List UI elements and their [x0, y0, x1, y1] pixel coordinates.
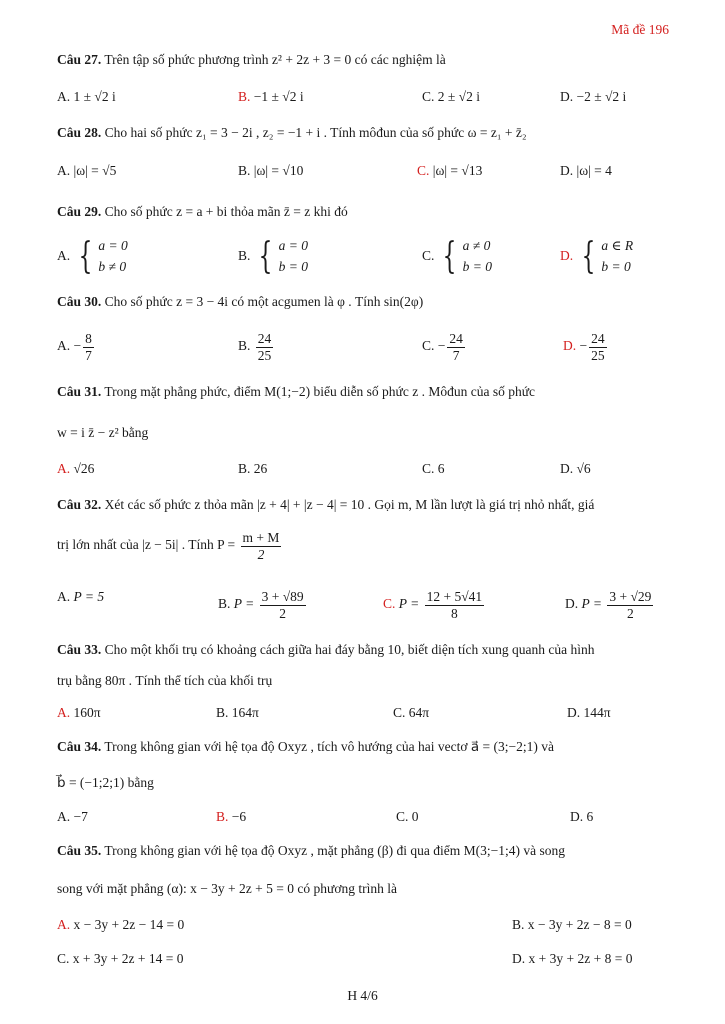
question-35: [57, 843, 565, 859]
option-label: C.: [422, 248, 438, 264]
option-label: B.: [238, 461, 254, 476]
page-number: H 4/6: [347, 988, 378, 1003]
fraction-den: 25: [257, 347, 272, 363]
answer-option[interactable]: [238, 163, 303, 179]
answer-option[interactable]: [417, 163, 482, 179]
exam-code: Mã đề 196: [611, 22, 669, 37]
option-label: B.: [512, 917, 528, 932]
fraction-den: 2: [257, 546, 265, 562]
question-33: [57, 642, 594, 658]
option-prefix: P =: [581, 596, 606, 612]
question-text: Trong mặt phẳng phức, điểm M(1;−2) biểu diễn số phức z . Môđun của số phức: [104, 384, 536, 399]
option-value: |ω| = √10: [253, 163, 304, 178]
fraction: [241, 530, 282, 562]
answer-option[interactable]: [57, 809, 88, 825]
option-value: 0: [411, 809, 419, 824]
question-34: [57, 739, 554, 755]
fraction-den: 2: [279, 605, 287, 621]
answer-option[interactable]: [238, 236, 308, 278]
system-row: b = 0: [601, 258, 631, 274]
fraction: [425, 589, 485, 621]
option-value: x − 3y + 2z − 14 = 0: [73, 917, 185, 932]
fraction-den: 7: [85, 347, 92, 363]
option-label: A.: [57, 705, 74, 720]
option-label: D.: [563, 338, 580, 354]
answer-option[interactable]: [57, 89, 116, 105]
answer-option[interactable]: [216, 705, 259, 721]
question-28: [57, 125, 527, 141]
option-value: 6: [437, 461, 445, 476]
answer-option[interactable]: [238, 461, 267, 477]
option-value: 6: [586, 809, 594, 824]
answer-option[interactable]: [512, 951, 632, 967]
option-label: C.: [422, 461, 438, 476]
equation-system: [74, 236, 128, 278]
fraction: [260, 589, 306, 621]
system-row: b = 0: [278, 258, 309, 274]
answer-option[interactable]: [422, 89, 480, 105]
brace-icon: {: [258, 235, 273, 277]
question-27: [57, 52, 446, 68]
answer-option[interactable]: [238, 331, 275, 363]
option-label: A.: [57, 163, 74, 178]
option-value: 26: [253, 461, 268, 476]
fraction-num: 24: [449, 331, 463, 346]
system-rows: [279, 236, 308, 278]
answer-option[interactable]: [218, 589, 308, 621]
option-label: B.: [238, 248, 254, 264]
option-value: 164π: [231, 705, 259, 720]
question-31-line2: w = i z̄ − z² bằng: [57, 425, 149, 440]
question-35-line2: song với mặt phẳng (α): x − 3y + 2z + 5 = 0 có phương trình là: [57, 881, 397, 896]
answer-option[interactable]: [422, 461, 445, 477]
question-number: Câu 30.: [57, 294, 102, 309]
answer-option[interactable]: [238, 89, 304, 105]
question-text: Trên tập số phức phương trình z² + 2z + 3 = 0 có các nghiệm là: [104, 52, 446, 67]
system-row: a ≠ 0: [462, 238, 491, 253]
system-row: a ∈ R: [601, 238, 634, 253]
option-label: D.: [570, 809, 587, 824]
option-value: 2 ± √2 i: [437, 89, 480, 104]
fraction-den: 25: [591, 347, 605, 363]
option-label: D.: [560, 163, 577, 178]
fraction-num: 12 + 5√41: [426, 589, 483, 604]
system-rows: [601, 236, 633, 278]
option-label: B.: [238, 163, 254, 178]
answer-option[interactable]: [560, 89, 626, 105]
answer-option[interactable]: [560, 461, 591, 477]
equation-system: [577, 236, 634, 278]
option-label: A.: [57, 809, 74, 824]
option-label: C.: [417, 163, 433, 178]
fraction: [589, 331, 607, 363]
option-label: C.: [396, 809, 412, 824]
option-value: P = 5: [73, 589, 105, 604]
option-label: B.: [238, 89, 254, 104]
system-row: a = 0: [278, 238, 309, 253]
question-30: [57, 294, 423, 310]
option-value: −7: [73, 809, 88, 824]
brace-icon: {: [581, 235, 595, 277]
option-label: C.: [393, 705, 409, 720]
option-value: |ω| = 4: [576, 163, 612, 178]
question-text: Cho một khối trụ có khoảng cách giữa hai đáy bằng 10, biết diện tích xung quanh của hình: [104, 642, 595, 657]
option-label: A.: [57, 917, 74, 932]
answer-option[interactable]: [570, 809, 593, 825]
brace-icon: {: [78, 235, 92, 277]
fraction: [256, 331, 274, 363]
option-label: A.: [57, 89, 74, 104]
answer-option[interactable]: [563, 331, 609, 363]
answer-option[interactable]: [512, 917, 632, 933]
system-row: b = 0: [462, 258, 493, 274]
answer-option[interactable]: [216, 809, 246, 825]
option-value: −6: [231, 809, 247, 824]
option-label: B.: [238, 338, 254, 354]
answer-option[interactable]: [57, 589, 104, 605]
equation-system: [438, 236, 492, 278]
option-label: D.: [560, 461, 577, 476]
answer-option[interactable]: [57, 331, 96, 363]
option-label: D.: [512, 951, 529, 966]
answer-option[interactable]: [57, 705, 101, 721]
equation-system: [254, 236, 308, 278]
option-label: A.: [57, 338, 74, 354]
option-value: −1 ± √2 i: [253, 89, 304, 104]
option-label: C.: [422, 89, 438, 104]
brace-icon: {: [442, 235, 457, 277]
option-value: |ω| = √5: [73, 163, 117, 178]
question-31: [57, 384, 535, 400]
question-34-line2: b⃗ = (−1;2;1) bằng: [57, 775, 154, 790]
fraction-num: m + M: [242, 530, 280, 545]
system-row: b ≠ 0: [98, 258, 127, 274]
option-prefix: P =: [233, 596, 258, 612]
option-sign: −: [73, 338, 82, 354]
option-value: 64π: [408, 705, 430, 720]
fraction: [83, 331, 94, 363]
answer-option[interactable]: [565, 589, 655, 621]
option-value: x + 3y + 2z + 8 = 0: [528, 951, 633, 966]
answer-option[interactable]: [396, 809, 419, 825]
fraction-num: 24: [257, 331, 272, 346]
answer-option[interactable]: [393, 705, 429, 721]
fraction: [447, 331, 465, 363]
answer-option[interactable]: [560, 236, 633, 278]
question-33-line2: trụ bằng 80π . Tính thể tích của khối trụ: [57, 673, 273, 688]
option-sign: −: [437, 338, 446, 354]
fraction-den: 7: [452, 347, 460, 363]
answer-option[interactable]: [57, 163, 116, 179]
fraction: [607, 589, 653, 621]
question-number: Câu 34.: [57, 739, 102, 754]
option-value: √6: [576, 461, 591, 476]
answer-option[interactable]: [57, 951, 183, 967]
option-value: 144π: [583, 705, 611, 720]
option-label: A.: [57, 248, 74, 264]
question-32-line2: [57, 530, 283, 562]
question-number: Câu 31.: [57, 384, 102, 399]
option-label: D.: [560, 248, 577, 264]
option-sign: −: [579, 338, 588, 354]
option-value: √26: [73, 461, 95, 476]
question-number: Câu 32.: [57, 497, 102, 512]
option-value: 160π: [73, 705, 101, 720]
option-label: D.: [567, 705, 584, 720]
option-label: D.: [565, 596, 582, 612]
fraction-num: 3 + √29: [609, 589, 652, 604]
question-text: Cho số phức z = a + bi thỏa mãn z̄ = z khi đó: [104, 204, 348, 219]
question-text-2: trị lớn nhất của |z − 5i| . Tính P =: [57, 537, 236, 553]
question-text: Trong không gian với hệ tọa độ Oxyz , tích vô hướng của hai vectơ a⃗ = (3;−2;1) và: [104, 739, 554, 754]
option-label: B.: [218, 596, 234, 612]
option-label: A.: [57, 589, 74, 604]
question-text: Xét các số phức z thỏa mãn |z + 4| + |z − 4| = 10 . Gọi m, M lần lượt là giá trị nhỏ nhất, giá: [104, 497, 595, 512]
question-29: [57, 204, 348, 220]
answer-option[interactable]: [57, 917, 184, 933]
question-text: Cho số phức z = 3 − 4i có một acgumen là φ . Tính sin(2φ): [104, 294, 424, 309]
option-value: |ω| = √13: [432, 163, 483, 178]
option-value: x + 3y + 2z + 14 = 0: [72, 951, 184, 966]
option-label: B.: [216, 809, 232, 824]
fraction-num: 24: [591, 331, 605, 346]
option-label: C.: [383, 596, 399, 612]
answer-option[interactable]: [567, 705, 611, 721]
question-number: Câu 33.: [57, 642, 102, 657]
fraction-num: 3 + √89: [261, 589, 304, 604]
system-rows: [98, 236, 127, 278]
answer-option[interactable]: [422, 236, 492, 278]
option-prefix: P =: [398, 596, 423, 612]
option-label: A.: [57, 461, 74, 476]
option-label: D.: [560, 89, 577, 104]
question-number: Câu 29.: [57, 204, 102, 219]
system-row: a = 0: [98, 238, 128, 253]
question-text: Cho hai số phức z₁ = 3 − 2i , z₂ = −1 + i . Tính môđun của số phức ω = z₁ + z̄₂: [104, 125, 527, 140]
answer-option[interactable]: [57, 461, 94, 477]
system-rows: [463, 236, 492, 278]
fraction-num: 8: [85, 331, 92, 346]
answer-option[interactable]: [57, 236, 128, 278]
option-label: B.: [216, 705, 232, 720]
option-value: 1 ± √2 i: [73, 89, 116, 104]
option-label: C.: [57, 951, 73, 966]
fraction-den: 2: [627, 605, 634, 621]
option-value: x − 3y + 2z − 8 = 0: [527, 917, 632, 932]
question-number: Câu 35.: [57, 843, 102, 858]
question-number: Câu 27.: [57, 52, 102, 67]
option-label: C.: [422, 338, 438, 354]
question-32: [57, 497, 594, 513]
option-value: −2 ± √2 i: [576, 89, 627, 104]
answer-option[interactable]: [422, 331, 467, 363]
fraction-den: 8: [451, 605, 458, 621]
answer-option[interactable]: [383, 589, 486, 621]
answer-option[interactable]: [560, 163, 612, 179]
question-text: Trong không gian với hệ tọa độ Oxyz , mặt phẳng (β) đi qua điểm M(3;−1;4) và song: [104, 843, 565, 858]
question-number: Câu 28.: [57, 125, 102, 140]
